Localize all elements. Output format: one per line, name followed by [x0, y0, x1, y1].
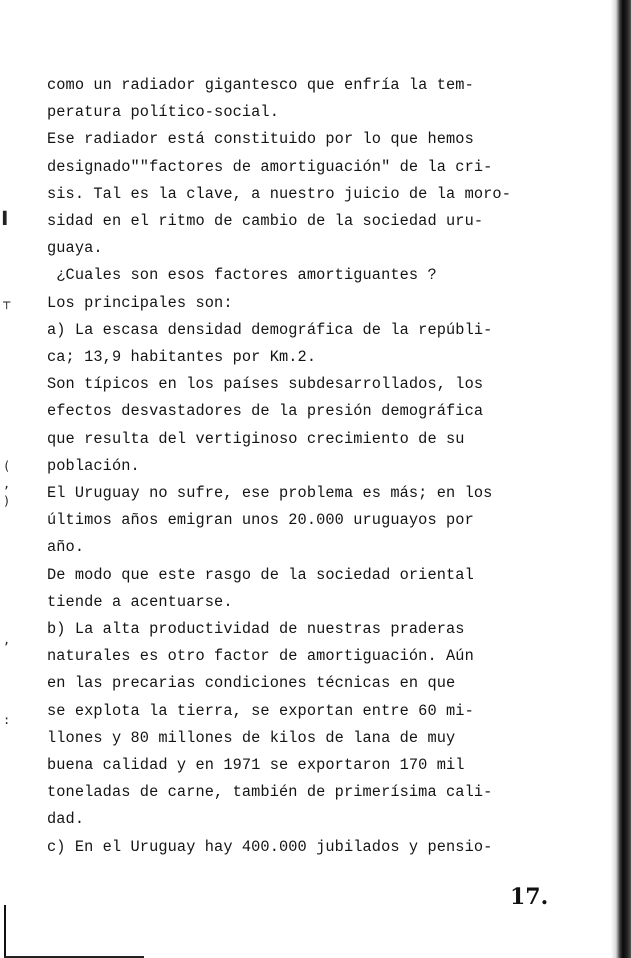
text-line: sis. Tal es la clave, a nuestro juicio de la moro- — [47, 184, 511, 203]
margin-mark: , — [3, 477, 11, 491]
text-line: guaya. — [47, 239, 103, 258]
text-line: a) La escasa densidad demográfica de la repúbli- — [47, 320, 493, 339]
text-line: llones y 80 millones de kilos de lana de muy — [47, 728, 456, 747]
margin-mark: : — [3, 713, 11, 727]
text-line: como un radiador gigantesco que enfría la tem- — [47, 76, 474, 94]
text-line: se explota la tierra, se exportan entre 60 mi- — [47, 701, 474, 720]
text-line: dad. — [47, 810, 85, 829]
text-line: Ese radiador está constituido por lo que hemos — [47, 130, 474, 149]
text-line: sidad en el ritmo de cambio de la sociedad uru- — [47, 212, 484, 231]
text-line: Son típicos en los países subdesarrollados, los — [47, 375, 484, 394]
margin-mark: ┬ — [3, 295, 11, 309]
text-line: que resulta del vertiginoso crecimiento de su — [47, 429, 465, 448]
margin-mark: ▌ — [3, 211, 11, 225]
body-text — [47, 72, 597, 861]
text-line: toneladas de carne, también de primerísima cali- — [47, 783, 493, 802]
text-line: Los principales son: — [47, 293, 233, 312]
text-line: El Uruguay no sufre, ese problema es más; en los — [47, 484, 493, 503]
text-line: naturales es otro factor de amortiguación. Aún — [47, 647, 474, 666]
text-line: en las precarias condiciones técnicas en que — [47, 674, 456, 693]
text-line: peratura político-social. — [47, 103, 279, 122]
text-line: año. — [47, 538, 85, 557]
text-line: c) En el Uruguay hay 400.000 jubilados y pensio- — [47, 837, 493, 856]
margin-mark: ) — [3, 494, 11, 508]
text-line: De modo que este rasgo de la sociedad oriental — [47, 565, 474, 584]
margin-mark: ( — [3, 459, 11, 473]
margin-mark: , — [3, 633, 11, 647]
text-line: efectos desvastadores de la presión demográfica — [47, 402, 484, 421]
text-line: tiende a acentuarse. — [47, 592, 233, 611]
text-line: últimos años emigran unos 20.000 uruguayos por — [47, 511, 474, 530]
text-line: ¿Cuales son esos factores amortiguantes ? — [47, 266, 437, 285]
text-line: buena calidad y en 1971 se exportaron 170 mil — [47, 756, 465, 775]
left-edge-rule — [4, 905, 6, 958]
text-line: designado""factores de amortiguación" de la cri- — [47, 157, 493, 176]
text-line: b) La alta productividad de nuestras praderas — [47, 620, 465, 639]
page-number: 17. — [510, 884, 549, 910]
text-line: población. — [47, 456, 140, 475]
text-line: ca; 13,9 habitantes por Km.2. — [47, 348, 317, 367]
book-spine-shadow — [611, 0, 631, 958]
